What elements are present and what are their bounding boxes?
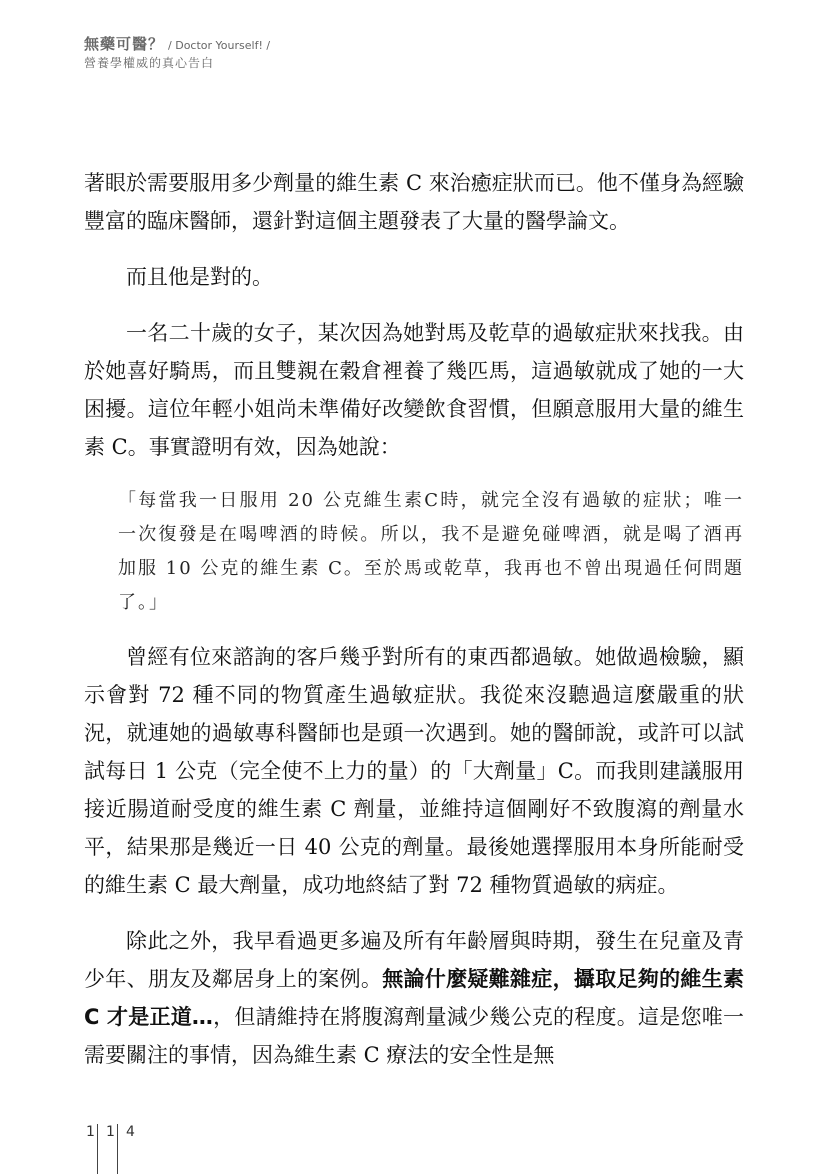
paragraph-5-end: ，但請維持在將腹瀉劑量減少幾公克的程度。這是您唯一需要關注的事情，因為維生素 C 療法的安全性是無 [84,1005,744,1067]
paragraph-2: 而且他是對的。 [126,265,273,289]
book-title-english: / Doctor Yourself! / [168,39,271,52]
paragraph-1: 著眼於需要服用多少劑量的維生素 C 來治癒症狀而已。他不僅身為經驗豐富的臨床醫師，還針對這個主題發表了大量的醫學論文。 [84,171,744,233]
page-number-digit-1: 1 [86,1124,95,1140]
book-title: 無藥可醫？ [84,35,165,53]
paragraph-5 [84,922,744,1074]
page-number-divider [117,1124,118,1174]
paragraph-5-start: 除此之外，我早看過更多遍及所有年齡層與時期，發生在兒童及青少年、朋友及鄰居身上的案例。 [84,929,744,991]
paragraph-5-emphasis: 無論什麼疑難雜症，攝取足夠的維生素 C 才是正道… [84,967,745,1029]
page-number-divider [97,1124,98,1174]
book-subtitle: 營養學權威的真心告白 [84,55,215,70]
page-body [84,164,744,1092]
block-quote: 「每當我一日服用 20 公克維生素C時，就完全沒有過敏的症狀；唯一一次復發是在喝啤酒的時候。所以，我不是避免碰啤酒，就是喝了酒再加服 10 公克的維生素 C。至於馬或乾草，我再也不曾出現過任何問題了。」 [118,490,744,613]
running-header [84,36,270,70]
paragraph-4: 曾經有位來諮詢的客戶幾乎對所有的東西都過敏。她做過檢驗，顯示會對 72 種不同的物質產生過敏症狀。我從來沒聽過這麼嚴重的狀況，就連她的過敏專科醫師也是頭一次遇到。她的醫師說，或許可以試試每日 1 公克（完全使不上力的量）的「大劑量」C。而我則建議服用接近腸道耐受度的維生素 C 劑量，並維持這個剛好不致腹瀉的劑量水平，結果那是幾近一日 40 公克的劑量。最後她選擇服用本身所能耐受的維生素 C 最大劑量，成功地終結了對 72 種物質過敏的病症。 [84,645,744,897]
paragraph-3: 一名二十歲的女子，某次因為她對馬及乾草的過敏症狀來找我。由於她喜好騎馬，而且雙親在穀倉裡養了幾匹馬，這過敏就成了她的一大困擾。這位年輕小姐尚未準備好改變飲食習慣，但願意服用大量的維生素 C。事實證明有效，因為她說： [84,321,744,459]
page-number-digit-2: 1 [106,1124,115,1140]
book-title-line [84,36,270,53]
page-number-digit-3: 4 [126,1124,135,1140]
